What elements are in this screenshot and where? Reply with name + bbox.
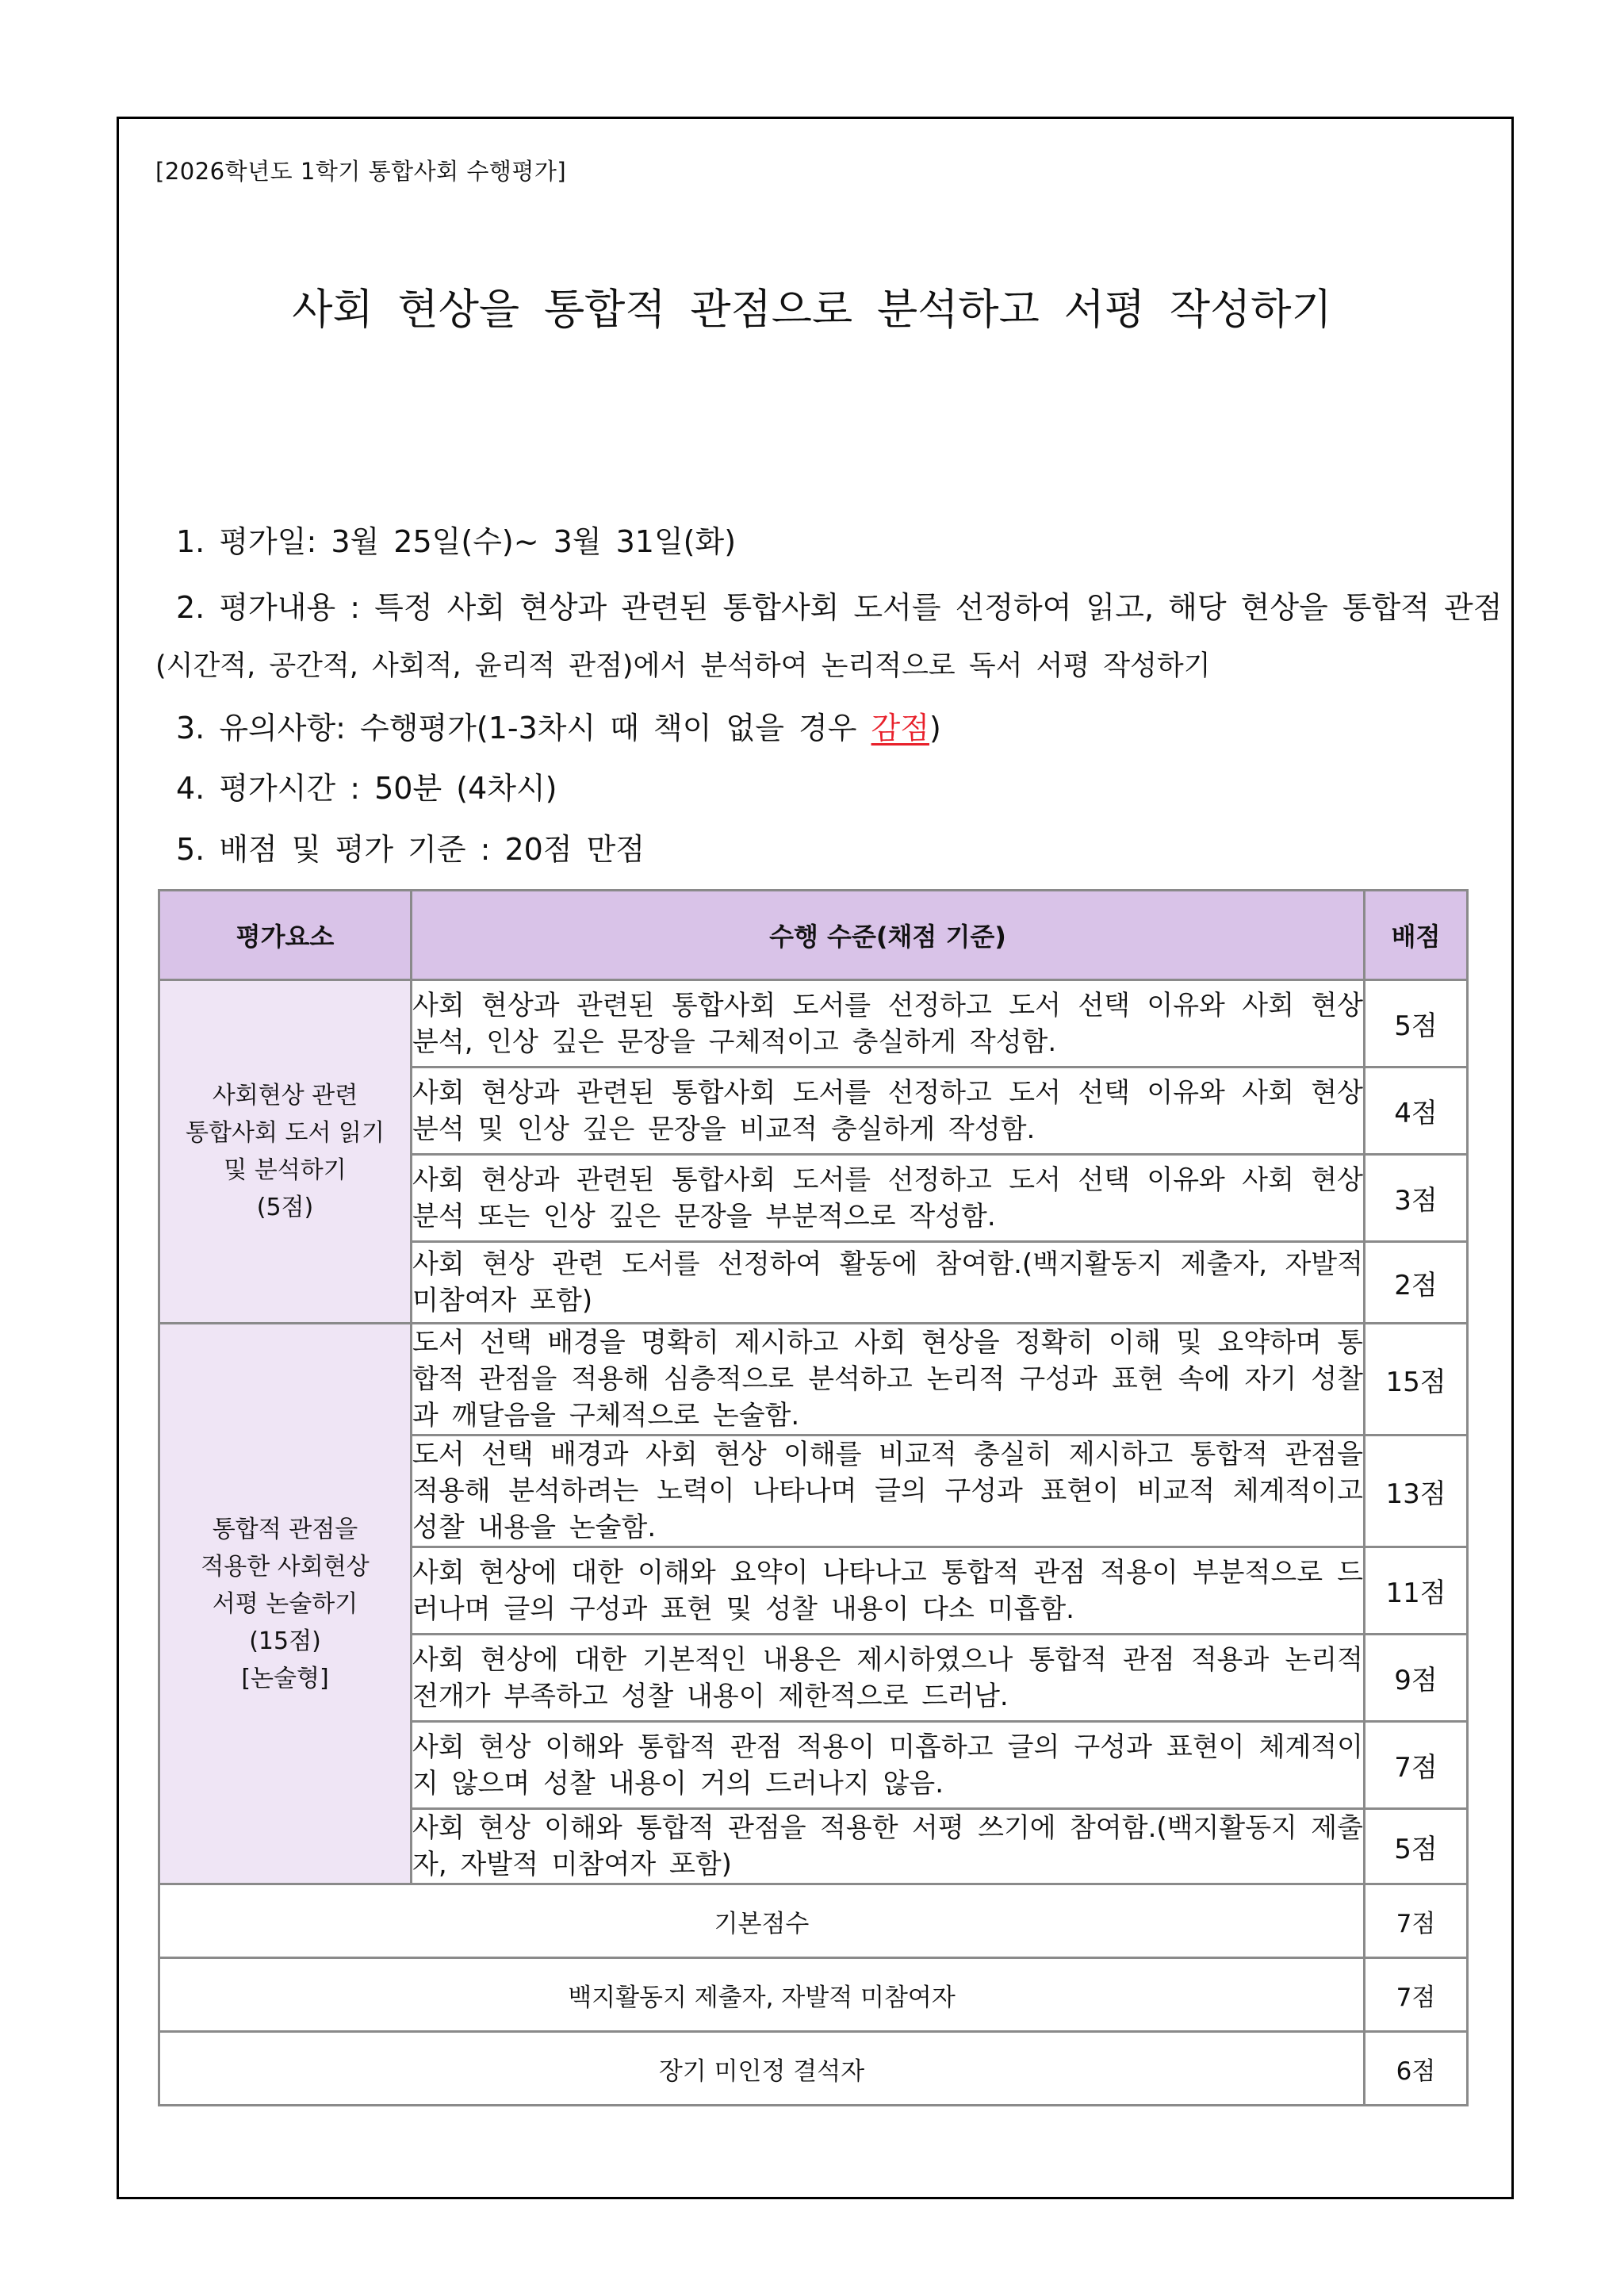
criteria-line: [논술형] bbox=[241, 1664, 329, 1692]
level-description: 도서 선택 배경과 사회 현상 이해를 비교적 충실히 제시하고 통합적 관점을 적용해 분석하려는 노력이 나타나며 글의 구성과 표현이 비교적 체계적이고 성찰 내용을 논술함. bbox=[412, 1435, 1365, 1547]
criteria-line: 적용한 사회현상 bbox=[201, 1552, 370, 1581]
criteria-line: 사회현상 관련 bbox=[212, 1082, 358, 1110]
level-points: 11점 bbox=[1365, 1547, 1468, 1635]
table-row bbox=[159, 980, 1468, 1068]
criteria-review-writing bbox=[159, 1324, 412, 1884]
extra-label: 기본점수 bbox=[159, 1884, 1365, 1958]
extra-label: 장기 미인정 결석자 bbox=[159, 2032, 1365, 2106]
criteria-reading-analysis bbox=[159, 980, 412, 1324]
item-date: 1. 평가일: 3월 25일(수)~ 3월 31일(화) bbox=[176, 524, 737, 559]
table-row bbox=[159, 1958, 1468, 2032]
item-content: 2. 평가내용 : 특정 사회 현상과 관련된 통합사회 도서를 선정하여 읽고, 해당 현상을 통합적 관점 bbox=[176, 590, 1503, 625]
item-content-continued: (시간적, 공간적, 사회적, 윤리적 관점)에서 분석하여 논리적으로 독서 서평 작성하기 bbox=[155, 650, 1211, 682]
table-row bbox=[159, 2032, 1468, 2106]
level-points: 7점 bbox=[1365, 1722, 1468, 1809]
level-points: 5점 bbox=[1365, 980, 1468, 1068]
level-description: 사회 현상에 대한 이해와 요약이 나타나고 통합적 관점 적용이 부분적으로 드러나며 글의 구성과 표현 및 성찰 내용이 다소 미흡함. bbox=[412, 1547, 1365, 1635]
extra-points: 7점 bbox=[1365, 1958, 1468, 2032]
table-header-row bbox=[159, 891, 1468, 980]
level-description: 사회 현상에 대한 기본적인 내용은 제시하였으나 통합적 관점 적용과 논리적 전개가 부족하고 성찰 내용이 제한적으로 드러남. bbox=[412, 1635, 1365, 1722]
notes-close: ) bbox=[929, 711, 941, 746]
level-description: 사회 현상과 관련된 통합사회 도서를 선정하고 도서 선택 이유와 사회 현상 분석 및 인상 깊은 문장을 비교적 충실하게 작성함. bbox=[412, 1068, 1365, 1155]
header-criteria: 평가요소 bbox=[159, 891, 412, 980]
level-points: 3점 bbox=[1365, 1155, 1468, 1242]
level-description: 도서 선택 배경을 명확히 제시하고 사회 현상을 정확히 이해 및 요약하며 통합적 관점을 적용해 심층적으로 분석하고 논리적 구성과 표현 속에 자기 성찰과 깨달음을 구체적으로 논술함. bbox=[412, 1324, 1365, 1435]
document-title: 사회 현상을 통합적 관점으로 분석하고 서평 작성하기 bbox=[292, 286, 1332, 334]
level-description: 사회 현상과 관련된 통합사회 도서를 선정하고 도서 선택 이유와 사회 현상 분석 또는 인상 깊은 문장을 부분적으로 작성함. bbox=[412, 1155, 1365, 1242]
criteria-line: 통합적 관점을 bbox=[212, 1515, 358, 1543]
rubric-table bbox=[158, 889, 1469, 2106]
level-description: 사회 현상 이해와 통합적 관점 적용이 미흡하고 글의 구성과 표현이 체계적이지 않으며 성찰 내용이 거의 드러나지 않음. bbox=[412, 1722, 1365, 1809]
criteria-line: 통합사회 도서 읽기 bbox=[186, 1119, 385, 1147]
table-row bbox=[159, 1324, 1468, 1435]
item-scoring: 5. 배점 및 평가 기준 : 20점 만점 bbox=[176, 832, 645, 867]
level-points: 15점 bbox=[1365, 1324, 1468, 1435]
notes-penalty: 감점 bbox=[871, 711, 929, 746]
extra-points: 7점 bbox=[1365, 1884, 1468, 1958]
level-points: 13점 bbox=[1365, 1435, 1468, 1547]
assessment-header: [2026학년도 1학기 통합사회 수행평가] bbox=[155, 158, 567, 185]
level-points: 2점 bbox=[1365, 1242, 1468, 1324]
item-time: 4. 평가시간 : 50분 (4차시) bbox=[176, 771, 557, 806]
table-row bbox=[159, 1884, 1468, 1958]
criteria-line: (15점) bbox=[249, 1627, 321, 1655]
item-notes bbox=[176, 703, 941, 747]
criteria-line: 및 분석하기 bbox=[224, 1156, 347, 1184]
level-description: 사회 현상 관련 도서를 선정하여 활동에 참여함.(백지활동지 제출자, 자발적 미참여자 포함) bbox=[412, 1242, 1365, 1324]
extra-points: 6점 bbox=[1365, 2032, 1468, 2106]
header-points: 배점 bbox=[1365, 891, 1468, 980]
criteria-line: (5점) bbox=[256, 1194, 314, 1221]
level-description: 사회 현상과 관련된 통합사회 도서를 선정하고 도서 선택 이유와 사회 현상 분석, 인상 깊은 문장을 구체적이고 충실하게 작성함. bbox=[412, 980, 1365, 1068]
notes-text: 3. 유의사항: 수행평가(1-3차시 때 책이 없을 경우 bbox=[176, 711, 871, 746]
extra-label: 백지활동지 제출자, 자발적 미참여자 bbox=[159, 1958, 1365, 2032]
level-points: 9점 bbox=[1365, 1635, 1468, 1722]
criteria-line: 서평 논술하기 bbox=[212, 1589, 358, 1618]
level-description: 사회 현상 이해와 통합적 관점을 적용한 서평 쓰기에 참여함.(백지활동지 제출자, 자발적 미참여자 포함) bbox=[412, 1809, 1365, 1884]
level-points: 4점 bbox=[1365, 1068, 1468, 1155]
level-points: 5점 bbox=[1365, 1809, 1468, 1884]
header-level: 수행 수준(채점 기준) bbox=[412, 891, 1365, 980]
